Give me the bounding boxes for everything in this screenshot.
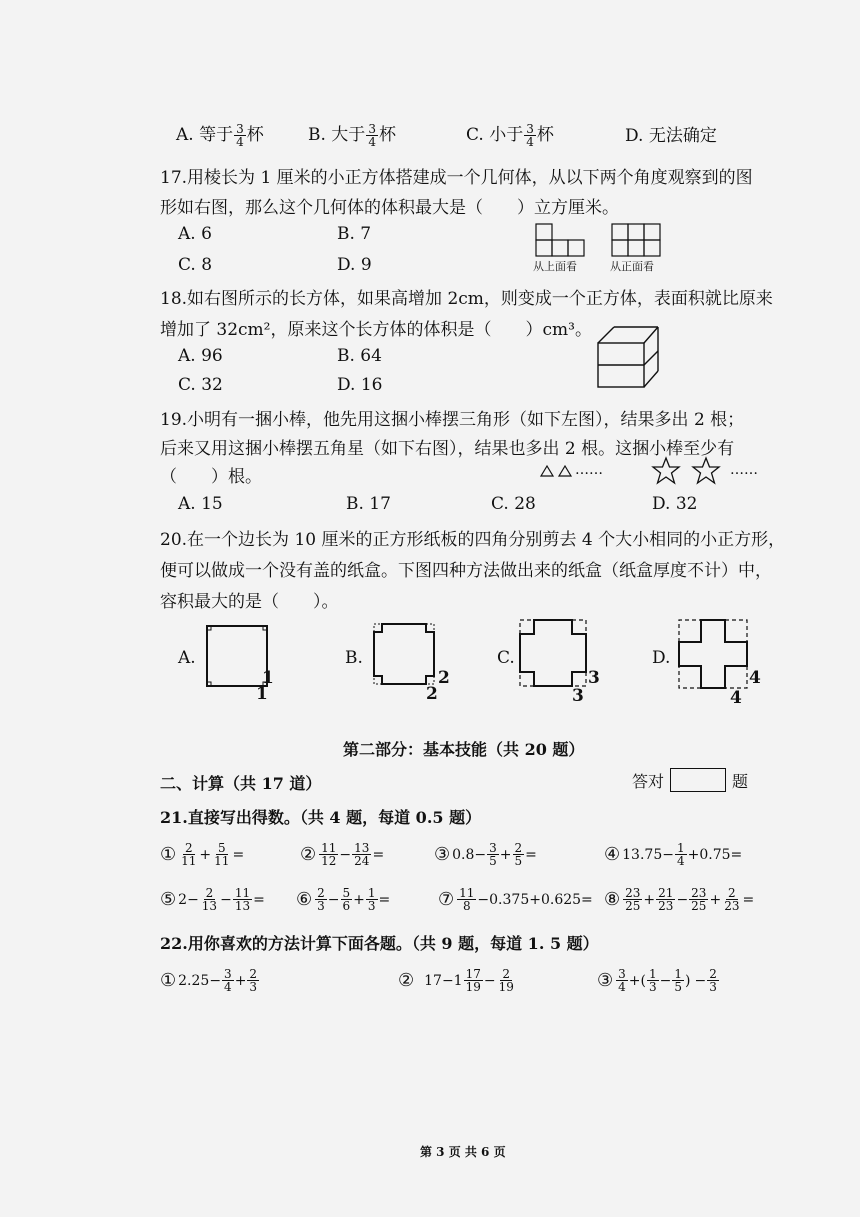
frac-num: 1 [648, 967, 657, 981]
q20-cut-c-side: 3 [588, 668, 600, 688]
frac-num: 3 [368, 122, 376, 136]
op: − [187, 891, 199, 908]
term: 17−1 [424, 972, 463, 989]
score-input-box[interactable] [670, 768, 726, 792]
q16-option-c [466, 120, 554, 148]
frac-den: 11 [181, 854, 197, 868]
frac-den: 3 [648, 980, 657, 994]
frac-den: 13 [234, 899, 251, 913]
q20-label-a: A. [178, 648, 196, 668]
q16-a-text: A. 等于 [176, 125, 234, 145]
q19-option-c: C. 28 [491, 494, 536, 514]
op: + [353, 891, 365, 908]
q17-line1: 17.用棱长为 1 厘米的小正方体搭建成一个几何体，从以下两个角度观察到的图 [160, 168, 753, 188]
q16-c-text: C. 小于 [466, 125, 524, 145]
q20-figure-d [677, 618, 749, 690]
equals: = [378, 891, 391, 908]
frac-num: 1 [674, 967, 682, 981]
q16-option-b [308, 120, 396, 148]
frac-den: 13 [201, 899, 218, 913]
frac-den: 4 [526, 135, 534, 149]
term: ) [685, 972, 691, 989]
q21-item-7 [438, 887, 593, 912]
frac-num: 2 [514, 841, 523, 855]
item-mark: ③ [597, 970, 614, 991]
q16-option-d: D. 无法确定 [625, 126, 717, 146]
frac-den: 8 [462, 899, 471, 913]
q17-option-a: A. 6 [178, 224, 212, 244]
op: + [199, 846, 212, 863]
frac-num: 3 [489, 841, 497, 855]
frac-den: 5 [489, 854, 497, 868]
q18-option-c: C. 32 [178, 375, 223, 395]
q20-figure-a [205, 624, 269, 688]
score-box [632, 768, 748, 792]
equals: = [730, 846, 743, 863]
op: + [499, 846, 512, 863]
q17-option-b: B. 7 [337, 224, 372, 244]
frac-den: 3 [367, 899, 376, 913]
q21-title: 21.直接写出得数。（共 4 题，每道 0.5 题） [160, 808, 482, 827]
q21-item-1 [160, 842, 244, 867]
op: − [220, 891, 232, 908]
q16-c-unit: 杯 [536, 125, 554, 145]
q20-cut-a-bottom: 1 [256, 684, 268, 704]
frac-num: 1 [676, 841, 685, 855]
frac-den: 12 [321, 854, 337, 868]
frac-num: 11 [234, 886, 251, 900]
term: +0.75 [687, 846, 731, 863]
q20-line1: 20.在一个边长为 10 厘米的正方形纸板的四角分别剪去 4 个大小相同的小正方形， [160, 530, 786, 550]
frac-num: 2 [184, 841, 193, 855]
q20-cut-d-bottom: 4 [730, 688, 742, 708]
q21-item-5 [160, 887, 265, 912]
triangles-icon [540, 463, 574, 479]
part2-title: 第二部分：基本技能（共 20 题） [343, 740, 585, 759]
op: + [234, 972, 247, 989]
score-label: 答对 [632, 771, 665, 791]
equals: = [232, 846, 245, 863]
frac-num: 3 [618, 967, 626, 981]
q19-line2: 后来又用这捆小棒摆五角星（如下右图），结果也多出 2 根。这捆小棒至少有 [160, 439, 735, 459]
q19-option-d: D. 32 [652, 494, 698, 514]
q21-item-2 [300, 842, 384, 867]
q17-view-front-label: 从正面看 [610, 260, 654, 273]
frac-num: 2 [502, 967, 511, 981]
frac-den: 4 [224, 980, 232, 994]
q18-cuboid-figure [596, 325, 660, 389]
q19-option-b: B. 17 [346, 494, 391, 514]
q18-line1: 18.如右图所示的长方体，如果高增加 2cm，则变成一个正方体，表面积就比原来 [160, 289, 773, 309]
item-mark: ④ [604, 844, 621, 865]
q20-label-d: D. [652, 648, 671, 668]
q20-figure-c [518, 618, 588, 688]
frac-num: 11 [321, 841, 337, 855]
item-mark: ② [398, 970, 415, 991]
frac-den: 4 [236, 135, 244, 149]
frac-den: 23 [658, 899, 674, 913]
frac-den: 4 [676, 854, 685, 868]
op: − [339, 846, 352, 863]
q21-item-6 [296, 887, 390, 912]
q16-b-text: B. 大于 [308, 125, 366, 145]
q18-option-a: A. 96 [178, 346, 223, 366]
op: − [474, 846, 487, 863]
equals: = [525, 846, 537, 863]
frac-num: 2 [728, 886, 736, 900]
frac-den: 25 [625, 899, 641, 913]
frac-den: 6 [342, 899, 351, 913]
frac-num: 11 [459, 886, 475, 900]
frac-num: 17 [465, 967, 481, 981]
equals: = [581, 891, 593, 908]
q20-cut-c-bottom: 3 [572, 686, 584, 706]
frac-num: 1 [367, 886, 376, 900]
frac-num: 3 [236, 122, 244, 136]
frac-num: 2 [317, 886, 325, 900]
item-mark: ⑦ [438, 889, 455, 910]
q16-option-a [176, 120, 264, 148]
frac-den: 19 [498, 980, 514, 994]
frac-den: 11 [214, 854, 230, 868]
q18-option-d: D. 16 [337, 375, 383, 395]
op: − [659, 972, 672, 989]
op: − [662, 846, 674, 863]
frac-num: 5 [217, 841, 226, 855]
term: 0.8 [452, 846, 475, 863]
frac-den: 3 [709, 980, 717, 994]
q20-figure-b [372, 622, 438, 688]
q19-option-a: A. 15 [178, 494, 223, 514]
q16-a-unit: 杯 [246, 125, 264, 145]
q17-line2: 形如右图，那么这个几何体的体积最大是（ ）立方厘米。 [160, 198, 619, 218]
frac-den: 23 [724, 899, 740, 913]
frac-num: 2 [249, 967, 258, 981]
item-mark: ⑥ [296, 889, 313, 910]
q17-option-c: C. 8 [178, 255, 213, 275]
frac-num: 23 [691, 886, 707, 900]
stars-icon [650, 456, 730, 486]
page-footer: 第 3 页 共 6 页 [420, 1145, 506, 1159]
item-mark: ⑧ [604, 889, 621, 910]
q20-label-b: B. [345, 648, 363, 668]
q18-line2: 增加了 32cm²，原来这个长方体的体积是（ ）cm³。 [160, 320, 592, 340]
frac-num: 13 [354, 841, 370, 855]
item-mark: ⑤ [160, 889, 177, 910]
item-mark: ① [160, 844, 177, 865]
q20-cut-a-side: 1 [262, 668, 274, 688]
op: + [643, 891, 656, 908]
op: − [209, 972, 222, 989]
equals: = [372, 846, 385, 863]
q19-dots-right: …… [730, 462, 758, 478]
q20-line3: 容积最大的是（ ）。 [160, 592, 339, 612]
op: + [709, 891, 722, 908]
frac-den: 4 [618, 980, 626, 994]
q20-cut-d-side: 4 [749, 668, 761, 688]
q21-item-3 [434, 842, 537, 867]
term: 13.75 [622, 846, 663, 863]
q20-label-c: C. [497, 648, 515, 668]
frac-num: 5 [342, 886, 351, 900]
item-mark: ② [300, 844, 317, 865]
score-unit: 题 [732, 771, 749, 791]
op: − [694, 972, 707, 989]
frac-num: 3 [526, 122, 534, 136]
op: − [676, 891, 689, 908]
q18-option-b: B. 64 [337, 346, 382, 366]
q20-cut-b-side: 2 [438, 668, 450, 688]
q17-view-top-label: 从上面看 [533, 260, 577, 273]
equals: = [253, 891, 265, 908]
q19-dots-left: …… [575, 462, 603, 478]
frac-den: 24 [354, 854, 370, 868]
q21-item-8 [604, 887, 754, 912]
equals: = [742, 891, 755, 908]
frac-num: 21 [658, 886, 674, 900]
frac-den: 19 [465, 980, 481, 994]
frac-den: 3 [317, 899, 325, 913]
term: 2 [178, 891, 188, 908]
q19-line3: （ ）根。 [160, 467, 262, 487]
frac-den: 3 [249, 980, 258, 994]
item-mark: ① [160, 970, 177, 991]
frac-den: 25 [691, 899, 707, 913]
frac-den: 4 [368, 135, 376, 149]
q21-item-4 [604, 842, 742, 867]
q19-line1: 19.小明有一捆小棒，他先用这捆小棒摆三角形（如下左图），结果多出 2 根； [160, 410, 745, 430]
term: −0.375+0.625 [477, 891, 582, 908]
section-title: 二、计算（共 17 道） [160, 774, 322, 793]
q16-b-unit: 杯 [378, 125, 396, 145]
q17-views-figure [532, 220, 672, 260]
q22-item-3 [597, 968, 720, 993]
op: − [483, 972, 496, 989]
q22-title: 22.用你喜欢的方法计算下面各题。（共 9 题，每道 1. 5 题） [160, 934, 599, 953]
frac-num: 2 [205, 886, 214, 900]
frac-num: 23 [625, 886, 641, 900]
q20-cut-b-bottom: 2 [426, 684, 438, 704]
frac-num: 2 [709, 967, 717, 981]
frac-den: 5 [514, 854, 523, 868]
op: − [327, 891, 340, 908]
term: 2.25 [178, 972, 210, 989]
item-mark: ③ [434, 844, 451, 865]
frac-den: 5 [674, 980, 682, 994]
q22-item-1 [160, 968, 260, 993]
q22-item-2 [398, 968, 517, 993]
frac-num: 3 [224, 967, 232, 981]
term: +( [628, 972, 646, 989]
q17-option-d: D. 9 [337, 255, 372, 275]
q20-line2: 便可以做成一个没有盖的纸盒。下图四种方法做出来的纸盒（纸盒厚度不计）中， [160, 561, 772, 581]
